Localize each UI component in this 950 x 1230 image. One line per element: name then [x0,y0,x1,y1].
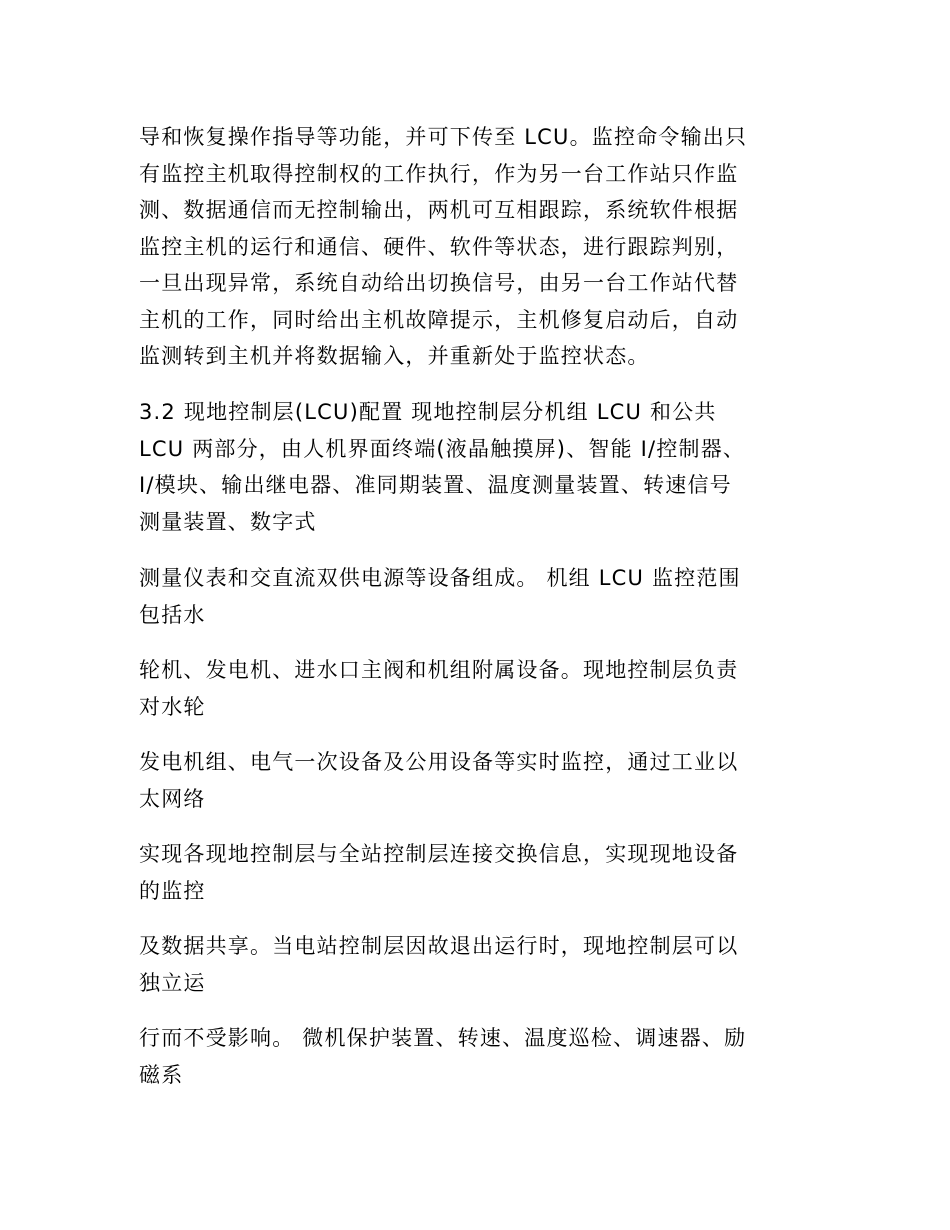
paragraph-5 [139,744,819,817]
text-line: 测量仪表和交直流双供电源等设备组成。 机组 LCU 监控范围 [139,566,741,590]
text-line: 3.2 现地控制层(LCU)配置 现地控制层分机组 LCU 和公共 [139,400,717,424]
text-line: 导和恢复操作指导等功能，并可下传至 LCU。监控命令输出只 [139,125,748,149]
paragraph-7 [139,928,819,1001]
text-line: 及数据共享。当电站控制层因故退出运行时，现地控制层可以 [139,934,739,958]
text-line: 有监控主机取得控制权的工作执行，作为另一台工作站只作监 [139,161,739,186]
text-line: LCU 两部分，由人机界面终端(液晶触摸屏)、智能 I/控制器、 [139,436,746,461]
text-line: 监控主机的运行和通信、硬件、软件等状态，进行跟踪判别， [139,234,739,259]
text-line: I/模块、输出继电器、准同期装置、温度测量装置、转速信号 [139,473,732,497]
text-line: 监测转到主机并将数据输入，并重新处于监控状态。 [139,344,650,368]
text-line: 对水轮 [139,694,206,719]
paragraph-2 [139,394,819,540]
text-line: 发电机组、电气一次设备及公用设备等实时监控，通过工业以 [139,750,739,774]
text-line: 的监控 [139,878,206,903]
text-line: 磁系 [139,1062,184,1087]
text-line: 测、数据通信而无控制输出，两机可互相跟踪，系统软件根据 [139,198,739,222]
text-line: 实现各现地控制层与全站控制层连接交换信息，实现现地设备 [139,842,739,866]
paragraph-4 [139,652,819,725]
text-line: 轮机、发电机、进水口主阀和机组附属设备。现地控制层负责 [139,658,739,682]
text-line: 包括水 [139,602,206,627]
text-line: 一旦出现异常，系统自动给出切换信号，由另一台工作站代替 [139,271,739,295]
text-line: 独立运 [139,970,206,995]
paragraph-8 [139,1020,819,1093]
text-line: 测量装置、数字式 [139,509,317,534]
paragraph-6 [139,836,819,909]
paragraph-1 [139,119,819,375]
text-line: 主机的工作，同时给出主机故障提示，主机修复启动后，自动 [139,307,739,332]
text-line: 行而不受影响。 微机保护装置、转速、温度巡检、调速器、励 [139,1026,747,1050]
text-line: 太网络 [139,786,206,811]
paragraph-3 [139,560,819,633]
